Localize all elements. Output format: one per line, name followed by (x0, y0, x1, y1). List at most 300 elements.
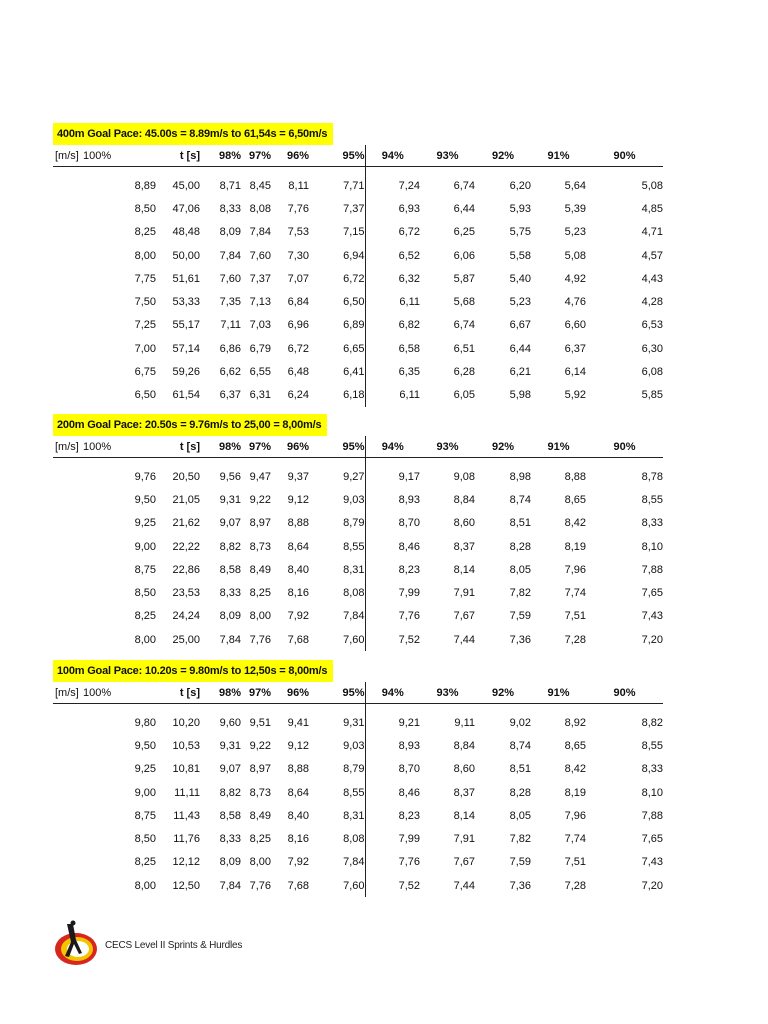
speed-cell: 9,50 (134, 493, 156, 506)
time-cell: 47,06 (172, 202, 200, 215)
percent-cell: 5,23 (509, 296, 531, 309)
table-row (53, 704, 663, 735)
percent-cell: 6,79 (249, 342, 271, 355)
header-100-percent: 100% (83, 149, 112, 162)
percent-cell: 8,73 (249, 786, 271, 799)
percent-cell: 6,86 (219, 342, 241, 355)
speed-cell: 8,50 (134, 833, 156, 846)
percent-cell: 9,31 (219, 493, 241, 506)
percent-cell: 6,11 (399, 389, 420, 402)
percent-cell: 5,85 (641, 389, 663, 402)
percent-cell: 8,97 (249, 517, 271, 530)
time-cell: 22,22 (172, 540, 200, 553)
percent-cell: 8,25 (249, 587, 271, 600)
time-cell: 59,26 (172, 366, 200, 379)
percent-cell: 7,76 (249, 633, 271, 646)
header-cell: t [s] (156, 436, 200, 458)
header-cell: 95% (309, 436, 365, 458)
percent-cell: 8,42 (564, 763, 586, 776)
percent-cell: 6,65 (309, 337, 365, 360)
header-cell: 97% (241, 145, 271, 167)
header-cell: 92% (475, 436, 531, 458)
percent-cell: 5,92 (564, 389, 586, 402)
percent-cell: 9,02 (509, 716, 531, 729)
percent-cell: 9,51 (249, 716, 271, 729)
percent-cell: 6,51 (453, 342, 475, 355)
header-unit: [m/s] (55, 149, 79, 162)
percent-cell: 6,94 (309, 244, 365, 267)
percent-cell: 7,13 (249, 296, 271, 309)
table-row (53, 851, 663, 874)
percent-cell: 6,96 (287, 319, 309, 332)
percent-cell: 7,44 (453, 879, 475, 892)
table-row (53, 605, 663, 628)
percent-cell: 5,75 (509, 226, 531, 239)
percent-cell: 7,60 (219, 272, 241, 285)
percent-cell: 8,88 (287, 763, 309, 776)
percent-cell: 7,82 (509, 587, 531, 600)
header-cell: 92% (475, 145, 531, 167)
header-cell: 94% (365, 145, 420, 167)
table-row (53, 290, 663, 313)
percent-cell: 6,58 (398, 342, 420, 355)
percent-cell: 5,93 (509, 202, 531, 215)
header-cell: 97% (241, 436, 271, 458)
percent-cell: 8,33 (641, 763, 663, 776)
speed-cell: 7,50 (134, 296, 156, 309)
header-cell: 90% (586, 682, 663, 704)
percent-cell: 8,93 (398, 739, 420, 752)
percent-cell: 7,60 (309, 628, 365, 651)
percent-cell: 6,32 (398, 272, 420, 285)
percent-cell: 7,91 (453, 587, 475, 600)
percent-cell: 9,47 (249, 470, 271, 483)
percent-cell: 8,55 (309, 781, 365, 804)
percent-cell: 6,60 (564, 319, 586, 332)
percent-cell: 6,28 (453, 366, 475, 379)
percent-cell: 8,97 (249, 763, 271, 776)
percent-cell: 9,22 (249, 739, 271, 752)
percent-cell: 6,35 (398, 366, 420, 379)
percent-cell: 9,12 (287, 493, 309, 506)
percent-cell: 7,53 (287, 226, 309, 239)
percent-cell: 7,35 (219, 296, 241, 309)
header-cell: 98% (200, 682, 241, 704)
time-cell: 11,43 (173, 809, 200, 822)
percent-cell: 8,23 (398, 809, 420, 822)
percent-cell: 9,56 (219, 470, 241, 483)
percent-cell: 6,44 (509, 342, 531, 355)
time-cell: 10,81 (172, 763, 200, 776)
time-cell: 21,05 (172, 493, 200, 506)
percent-cell: 9,17 (398, 470, 420, 483)
percent-cell: 8,74 (509, 493, 531, 506)
speed-cell: 9,76 (134, 470, 156, 483)
percent-cell: 5,68 (453, 296, 475, 309)
percent-cell: 4,57 (641, 249, 663, 262)
percent-cell: 7,84 (219, 633, 241, 646)
time-cell: 45,00 (172, 179, 200, 192)
percent-cell: 7,36 (509, 633, 531, 646)
header-cell: t [s] (156, 682, 200, 704)
pace-table-100m (53, 660, 663, 897)
percent-cell: 7,92 (287, 610, 309, 623)
percent-cell: 8,82 (219, 540, 241, 553)
percent-cell: 8,73 (249, 540, 271, 553)
percent-cell: 7,99 (398, 833, 420, 846)
time-cell: 10,53 (172, 739, 200, 752)
percent-cell: 8,33 (219, 202, 241, 215)
header-speed (53, 682, 156, 704)
table-header-row (53, 682, 663, 704)
percent-cell: 9,07 (219, 763, 241, 776)
percent-cell: 8,00 (249, 856, 271, 869)
percent-cell: 8,16 (287, 833, 309, 846)
speed-cell: 9,00 (134, 540, 156, 553)
percent-cell: 4,43 (641, 272, 663, 285)
time-cell: 53,33 (172, 296, 200, 309)
header-cell: 97% (241, 682, 271, 704)
percent-cell: 8,09 (219, 226, 241, 239)
percent-cell: 9,21 (398, 716, 420, 729)
footer-course-label: CECS Level II Sprints & Hurdles (105, 939, 243, 951)
percent-cell: 7,51 (564, 856, 586, 869)
header-cell: 96% (271, 145, 309, 167)
header-cell: 93% (420, 145, 475, 167)
percent-cell: 7,68 (287, 879, 309, 892)
time-cell: 57,14 (172, 342, 200, 355)
header-cell: 93% (420, 436, 475, 458)
percent-cell: 8,00 (249, 610, 271, 623)
percent-cell: 8,88 (564, 470, 586, 483)
percent-cell: 6,31 (249, 389, 271, 402)
table-row (53, 512, 663, 535)
percent-cell: 9,03 (309, 734, 365, 757)
speed-cell: 9,80 (134, 716, 156, 729)
pace-table (53, 145, 663, 407)
header-cell: 98% (200, 436, 241, 458)
percent-cell: 7,92 (287, 856, 309, 869)
percent-cell: 7,74 (564, 833, 586, 846)
percent-cell: 7,96 (564, 563, 586, 576)
percent-cell: 8,79 (309, 512, 365, 535)
percent-cell: 9,22 (249, 493, 271, 506)
percent-cell: 5,39 (564, 202, 586, 215)
percent-cell: 8,51 (509, 763, 531, 776)
percent-cell: 6,41 (309, 360, 365, 383)
section-title-200m: 200m Goal Pace: 20.50s = 9.76m/s to 25,00 = 8,00m/s (53, 414, 327, 436)
time-cell: 10,20 (172, 716, 200, 729)
percent-cell: 7,96 (564, 809, 586, 822)
percent-cell: 7,24 (398, 179, 420, 192)
percent-cell: 7,52 (398, 879, 420, 892)
speed-cell: 7,75 (134, 272, 156, 285)
percent-cell: 7,44 (453, 633, 475, 646)
header-cell: 94% (365, 436, 420, 458)
percent-cell: 7,65 (641, 587, 663, 600)
time-cell: 11,11 (174, 786, 200, 799)
percent-cell: 5,08 (641, 179, 663, 192)
time-cell: 48,48 (172, 226, 200, 239)
header-cell: 96% (271, 682, 309, 704)
header-100-percent: 100% (83, 686, 112, 699)
speed-cell: 7,25 (134, 319, 156, 332)
percent-cell: 5,40 (509, 272, 531, 285)
percent-cell: 7,76 (287, 202, 309, 215)
percent-cell: 7,20 (641, 633, 663, 646)
percent-cell: 9,07 (219, 517, 241, 530)
footer (53, 920, 242, 970)
speed-cell: 9,00 (134, 786, 156, 799)
time-cell: 55,17 (172, 319, 200, 332)
header-cell: 94% (365, 682, 420, 704)
header-cell: 90% (586, 436, 663, 458)
percent-cell: 5,64 (564, 179, 586, 192)
speed-cell: 6,75 (134, 366, 156, 379)
percent-cell: 5,98 (509, 389, 531, 402)
speed-cell: 8,00 (134, 879, 156, 892)
percent-cell: 8,60 (453, 517, 475, 530)
percent-cell: 4,28 (641, 296, 663, 309)
percent-cell: 8,19 (564, 786, 586, 799)
percent-cell: 8,28 (509, 540, 531, 553)
percent-cell: 8,79 (309, 758, 365, 781)
speed-cell: 8,50 (134, 587, 156, 600)
pace-table (53, 682, 663, 897)
time-cell: 22,86 (172, 563, 200, 576)
percent-cell: 4,71 (641, 226, 663, 239)
percent-cell: 8,11 (288, 179, 309, 192)
table-header-row (53, 436, 663, 458)
percent-cell: 8,46 (398, 786, 420, 799)
percent-cell: 8,70 (398, 517, 420, 530)
table-row (53, 197, 663, 220)
time-cell: 20,50 (172, 470, 200, 483)
table-row (53, 535, 663, 558)
percent-cell: 4,85 (641, 202, 663, 215)
percent-cell: 8,55 (309, 535, 365, 558)
table-row (53, 581, 663, 604)
table-row (53, 734, 663, 757)
table-row (53, 167, 663, 198)
percent-cell: 8,82 (219, 786, 241, 799)
percent-cell: 8,10 (641, 786, 663, 799)
time-cell: 11,76 (173, 833, 200, 846)
header-cell: 95% (309, 682, 365, 704)
percent-cell: 6,30 (641, 342, 663, 355)
percent-cell: 8,10 (641, 540, 663, 553)
percent-cell: 8,05 (509, 809, 531, 822)
speed-cell: 6,50 (134, 389, 156, 402)
percent-cell: 8,31 (309, 804, 365, 827)
speed-cell: 8,25 (134, 226, 156, 239)
percent-cell: 5,08 (564, 249, 586, 262)
speed-cell: 8,75 (134, 563, 156, 576)
time-cell: 12,50 (172, 879, 200, 892)
percent-cell: 6,06 (453, 249, 475, 262)
percent-cell: 8,45 (249, 179, 271, 192)
percent-cell: 7,51 (564, 610, 586, 623)
percent-cell: 8,09 (219, 856, 241, 869)
percent-cell: 8,42 (564, 517, 586, 530)
percent-cell: 7,65 (641, 833, 663, 846)
percent-cell: 5,87 (453, 272, 475, 285)
table-header-row (53, 145, 663, 167)
speed-cell: 7,00 (134, 342, 156, 355)
percent-cell: 8,55 (641, 739, 663, 752)
percent-cell: 7,67 (453, 610, 475, 623)
percent-cell: 6,14 (564, 366, 586, 379)
percent-cell: 6,52 (398, 249, 420, 262)
percent-cell: 8,14 (453, 563, 475, 576)
time-cell: 25,00 (172, 633, 200, 646)
percent-cell: 8,93 (398, 493, 420, 506)
percent-cell: 9,11 (454, 716, 475, 729)
percent-cell: 8,49 (249, 809, 271, 822)
percent-cell: 6,21 (509, 366, 531, 379)
percent-cell: 7,84 (219, 879, 241, 892)
percent-cell: 7,28 (564, 879, 586, 892)
percent-cell: 6,08 (641, 366, 663, 379)
percent-cell: 8,55 (641, 493, 663, 506)
table-row (53, 488, 663, 511)
speed-cell: 9,25 (134, 763, 156, 776)
percent-cell: 6,55 (249, 366, 271, 379)
table-row (53, 244, 663, 267)
percent-cell: 9,31 (219, 739, 241, 752)
percent-cell: 7,84 (219, 249, 241, 262)
table-row (53, 628, 663, 651)
time-cell: 51,61 (172, 272, 200, 285)
table-row (53, 384, 663, 407)
speed-cell: 8,89 (134, 179, 156, 192)
time-cell: 21,62 (172, 517, 200, 530)
percent-cell: 8,84 (453, 739, 475, 752)
percent-cell: 9,12 (287, 739, 309, 752)
percent-cell: 9,41 (287, 716, 309, 729)
percent-cell: 8,08 (309, 581, 365, 604)
percent-cell: 7,84 (249, 226, 271, 239)
percent-cell: 8,08 (309, 827, 365, 850)
percent-cell: 7,07 (287, 272, 309, 285)
percent-cell: 8,14 (453, 809, 475, 822)
percent-cell: 8,08 (249, 202, 271, 215)
percent-cell: 6,48 (287, 366, 309, 379)
percent-cell: 7,15 (309, 221, 365, 244)
percent-cell: 6,72 (309, 267, 365, 290)
percent-cell: 6,24 (287, 389, 309, 402)
percent-cell: 6,82 (398, 319, 420, 332)
header-100-percent: 100% (83, 440, 112, 453)
percent-cell: 7,30 (287, 249, 309, 262)
speed-cell: 8,00 (134, 633, 156, 646)
table-row (53, 874, 663, 897)
header-cell: 96% (271, 436, 309, 458)
time-cell: 24,24 (172, 610, 200, 623)
pace-table-400m (53, 123, 663, 407)
percent-cell: 6,74 (453, 179, 475, 192)
percent-cell: 8,37 (453, 540, 475, 553)
percent-cell: 7,52 (398, 633, 420, 646)
percent-cell: 6,74 (453, 319, 475, 332)
percent-cell: 7,99 (398, 587, 420, 600)
percent-cell: 8,37 (453, 786, 475, 799)
percent-cell: 6,37 (564, 342, 586, 355)
header-unit: [m/s] (55, 686, 79, 699)
header-cell: 93% (420, 682, 475, 704)
percent-cell: 8,33 (219, 833, 241, 846)
percent-cell: 4,92 (564, 272, 586, 285)
percent-cell: 8,28 (509, 786, 531, 799)
percent-cell: 7,71 (309, 167, 365, 198)
percent-cell: 8,16 (287, 587, 309, 600)
table-row (53, 804, 663, 827)
section-title-100m: 100m Goal Pace: 10.20s = 9.80m/s to 12,50s = 8,00m/s (53, 660, 333, 682)
header-speed (53, 145, 156, 167)
percent-cell: 6,72 (287, 342, 309, 355)
percent-cell: 8,46 (398, 540, 420, 553)
percent-cell: 8,09 (219, 610, 241, 623)
percent-cell: 6,53 (641, 319, 663, 332)
section-title-400m: 400m Goal Pace: 45.00s = 8.89m/s to 61,54s = 6,50m/s (53, 123, 333, 145)
speed-cell: 8,25 (134, 856, 156, 869)
percent-cell: 8,88 (287, 517, 309, 530)
percent-cell: 8,82 (641, 716, 663, 729)
percent-cell: 8,33 (219, 587, 241, 600)
percent-cell: 6,67 (509, 319, 531, 332)
percent-cell: 6,18 (309, 384, 365, 407)
time-cell: 50,00 (172, 249, 200, 262)
header-cell: 91% (531, 682, 586, 704)
percent-cell: 8,31 (309, 558, 365, 581)
percent-cell: 7,60 (309, 874, 365, 897)
percent-cell: 5,23 (564, 226, 586, 239)
percent-cell: 6,44 (453, 202, 475, 215)
header-cell: t [s] (156, 145, 200, 167)
percent-cell: 7,36 (509, 879, 531, 892)
header-cell: 91% (531, 145, 586, 167)
table-row (53, 827, 663, 850)
percent-cell: 8,64 (287, 786, 309, 799)
percent-cell: 8,84 (453, 493, 475, 506)
percent-cell: 7,43 (641, 856, 663, 869)
percent-cell: 7,43 (641, 610, 663, 623)
percent-cell: 9,03 (309, 488, 365, 511)
percent-cell: 8,64 (287, 540, 309, 553)
percent-cell: 6,72 (398, 226, 420, 239)
percent-cell: 7,76 (398, 610, 420, 623)
percent-cell: 8,65 (564, 493, 586, 506)
table-row (53, 458, 663, 489)
percent-cell: 7,74 (564, 587, 586, 600)
percent-cell: 8,40 (287, 809, 309, 822)
percent-cell: 8,58 (219, 563, 241, 576)
percent-cell: 8,71 (219, 179, 241, 192)
table-row (53, 360, 663, 383)
header-speed (53, 436, 156, 458)
percent-cell: 7,37 (249, 272, 271, 285)
time-cell: 61,54 (172, 389, 200, 402)
percent-cell: 7,82 (509, 833, 531, 846)
percent-cell: 8,51 (509, 517, 531, 530)
table-row (53, 758, 663, 781)
speed-cell: 9,25 (134, 517, 156, 530)
speed-cell: 8,25 (134, 610, 156, 623)
header-unit: [m/s] (55, 440, 79, 453)
percent-cell: 8,70 (398, 763, 420, 776)
global-athletics-logo-icon (53, 920, 99, 970)
percent-cell: 9,08 (453, 470, 475, 483)
